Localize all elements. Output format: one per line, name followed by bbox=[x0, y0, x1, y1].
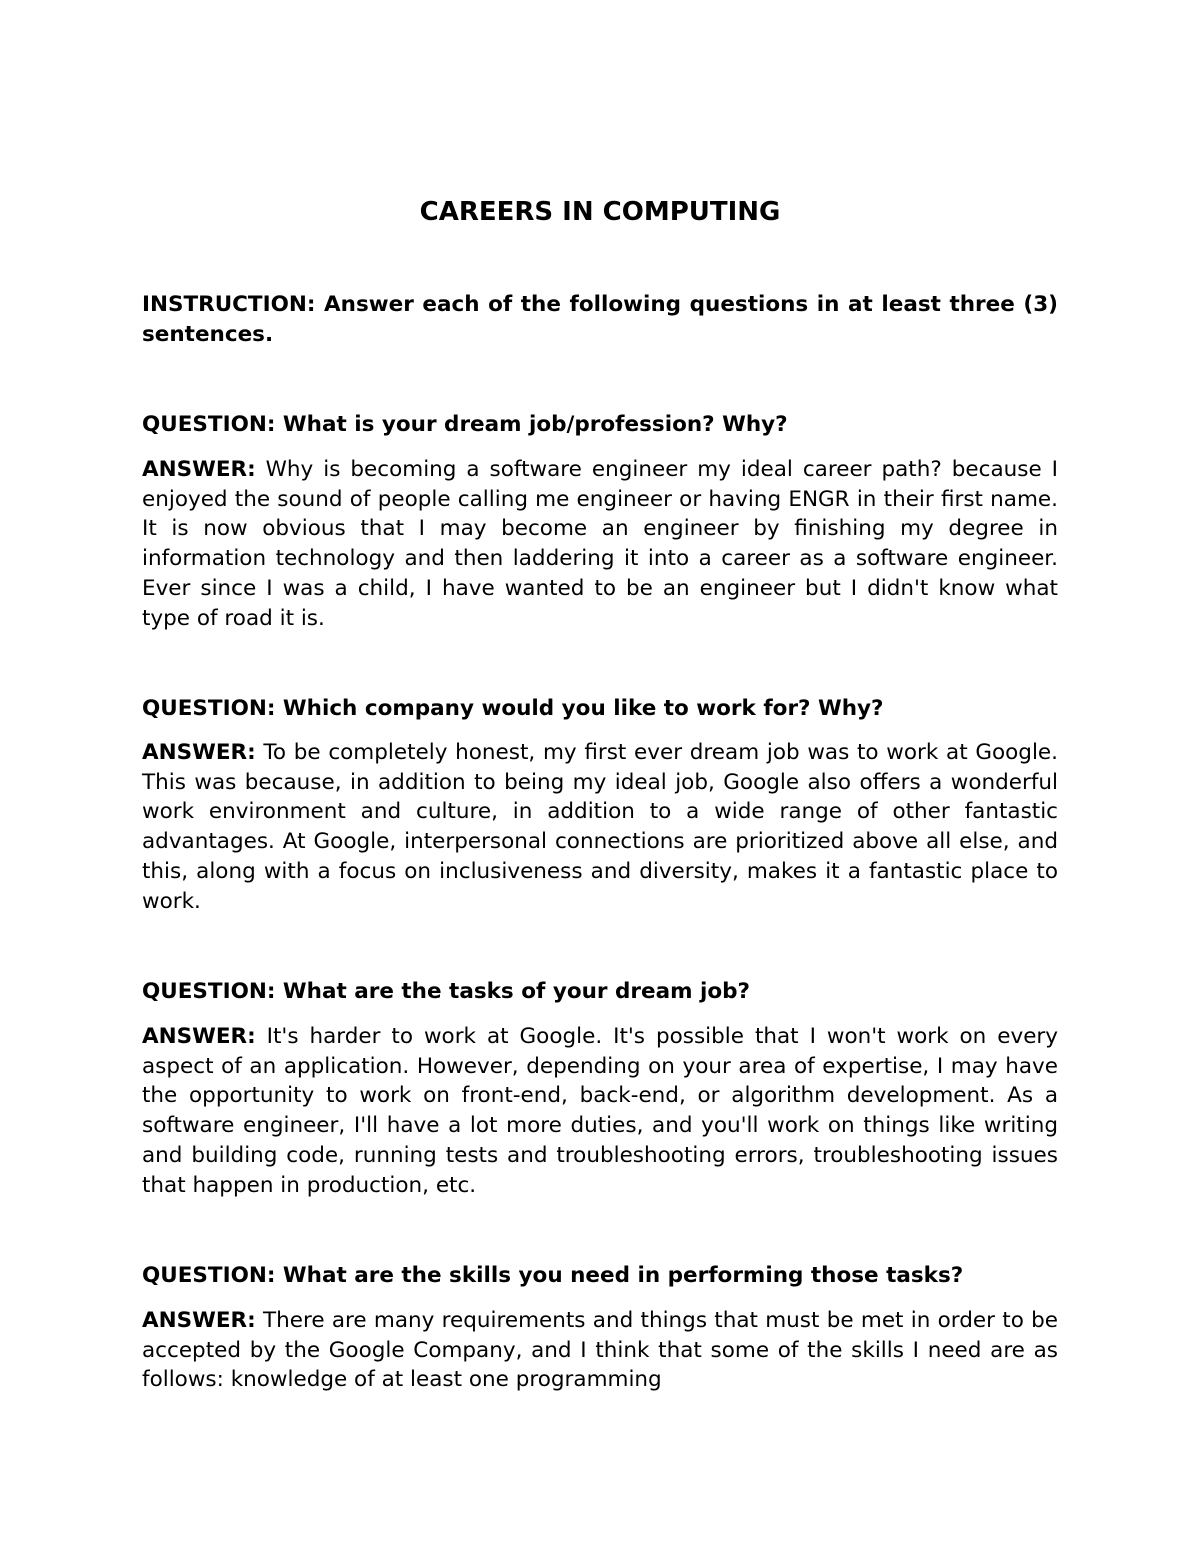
answer-3-text: It's harder to work at Google. It's possible that I won't work on every aspect of an application. However, depending on your area of expertise, I may have the opportunity to work on front-end, back-end, or algorithm development. As a software engineer, I'll have a lot more duties, and you'll work on things like writing and building code, running tests and troubleshooting errors, troubleshooting issues that happen in production, etc. bbox=[142, 1024, 1058, 1198]
question-3: QUESTION: What are the tasks of your dream job? bbox=[142, 979, 750, 1004]
answer-2-text: To be completely honest, my first ever dream job was to work at Google. This was because, in addition to being my ideal job, Google also offers a wonderful work environment and culture, in addition to a wide range of other fantastic advantages. At Google, interpersonal connections are prioritized above all else, and this, along with a focus on inclusiveness and diversity, makes it a fantastic place to work. bbox=[142, 740, 1058, 914]
answer-label: ANSWER: bbox=[142, 457, 256, 482]
answer-label: ANSWER: bbox=[142, 740, 256, 765]
answer-1 bbox=[142, 455, 1058, 633]
answer-4 bbox=[142, 1306, 1058, 1395]
document-title: CAREERS IN COMPUTING bbox=[419, 197, 781, 227]
answer-3 bbox=[142, 1022, 1058, 1200]
answer-label: ANSWER: bbox=[142, 1024, 256, 1049]
answer-label: ANSWER: bbox=[142, 1308, 256, 1333]
question-4: QUESTION: What are the skills you need in performing those tasks? bbox=[142, 1263, 964, 1288]
answer-4-text: There are many requirements and things that must be met in order to be accepted by the Google Company, and I think that some of the skills I need are as follows: knowledge of at least one programming bbox=[142, 1308, 1058, 1393]
answer-1-text: Why is becoming a software engineer my ideal career path? because I enjoyed the sound of people calling me engineer or having ENGR in their first name. It is now obvious that I may become an engineer by finishing my degree in information technology and then laddering it into a career as a software engineer. Ever since I was a child, I have wanted to be an engineer but I didn't know what type of road it is. bbox=[142, 457, 1058, 631]
instruction-text: INSTRUCTION: Answer each of the following questions in at least three (3) sentences. bbox=[142, 292, 1058, 347]
question-1: QUESTION: What is your dream job/profession? Why? bbox=[142, 412, 788, 437]
answer-2 bbox=[142, 738, 1058, 916]
question-2: QUESTION: Which company would you like to work for? Why? bbox=[142, 696, 884, 721]
